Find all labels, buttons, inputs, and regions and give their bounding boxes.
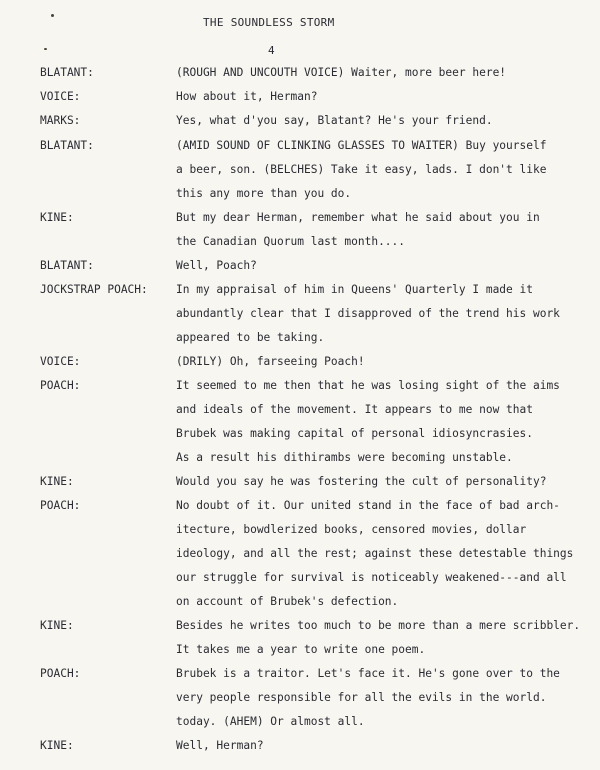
- page-number: 4: [268, 44, 275, 57]
- dialogue-text: Well, Poach?: [176, 259, 257, 272]
- dialogue-text: itecture, bowdlerized books, censored movies, dollar: [176, 523, 527, 536]
- dialogue-text: appeared to be taking.: [176, 331, 325, 344]
- speaker-name: POACH:: [40, 499, 81, 512]
- dialogue-text: It seemed to me then that he was losing sight of the aims: [176, 379, 560, 392]
- dialogue-text: very people responsible for all the evils in the world.: [176, 691, 547, 704]
- script-line: [0, 569, 600, 587]
- dialogue-text: today. (AHEM) Or almost all.: [176, 715, 365, 728]
- speaker-name: POACH:: [40, 667, 81, 680]
- script-line: [0, 593, 600, 611]
- ink-mark: [51, 14, 54, 17]
- script-line: [0, 185, 600, 203]
- script-line: [0, 377, 600, 395]
- dialogue-text: Would you say he was fostering the cult of personality?: [176, 475, 547, 488]
- dialogue-text: Brubek was making capital of personal idiosyncrasies.: [176, 427, 533, 440]
- script-line: [0, 209, 600, 227]
- dialogue-text: (DRILY) Oh, farseeing Poach!: [176, 355, 365, 368]
- dialogue-text: It takes me a year to write one poem.: [176, 643, 426, 656]
- script-line: [0, 425, 600, 443]
- script-line: [0, 281, 600, 299]
- speaker-name: KINE:: [40, 739, 74, 752]
- dialogue-text: But my dear Herman, remember what he said about you in: [176, 211, 540, 224]
- dialogue-text: ideology, and all the rest; against these detestable things: [176, 547, 574, 560]
- speaker-name: VOICE:: [40, 90, 81, 103]
- ink-mark: [44, 48, 47, 50]
- script-line: [0, 329, 600, 347]
- speaker-name: VOICE:: [40, 355, 81, 368]
- script-line: [0, 401, 600, 419]
- dialogue-text: on account of Brubek's defection.: [176, 595, 399, 608]
- dialogue-text: In my appraisal of him in Queens' Quarterly I made it: [176, 283, 533, 296]
- dialogue-text: Besides he writes too much to be more than a mere scribbler.: [176, 619, 581, 632]
- script-line: [0, 64, 600, 82]
- dialogue-text: this any more than you do.: [176, 187, 352, 200]
- dialogue-text: Brubek is a traitor. Let's face it. He's gone over to the: [176, 667, 560, 680]
- speaker-name: KINE:: [40, 619, 74, 632]
- dialogue-text: (ROUGH AND UNCOUTH VOICE) Waiter, more beer here!: [176, 66, 507, 79]
- script-line: [0, 521, 600, 539]
- script-line: [0, 257, 600, 275]
- script-line: [0, 473, 600, 491]
- speaker-name: BLATANT:: [40, 66, 94, 79]
- dialogue-text: How about it, Herman?: [176, 90, 318, 103]
- speaker-name: POACH:: [40, 379, 81, 392]
- script-line: [0, 641, 600, 659]
- dialogue-text: Yes, what d'you say, Blatant? He's your friend.: [176, 114, 493, 127]
- script-line: [0, 233, 600, 251]
- dialogue-text: (AMID SOUND OF CLINKING GLASSES TO WAITER) Buy yourself: [176, 139, 547, 152]
- script-line: [0, 545, 600, 563]
- speaker-name: BLATANT:: [40, 139, 94, 152]
- dialogue-text: abundantly clear that I disapproved of the trend his work: [176, 307, 560, 320]
- dialogue-text: the Canadian Quorum last month....: [176, 235, 406, 248]
- dialogue-text: Well, Herman?: [176, 739, 264, 752]
- speaker-name: MARKS:: [40, 114, 81, 127]
- script-line: [0, 497, 600, 515]
- script-line: [0, 353, 600, 371]
- script-line: [0, 88, 600, 106]
- dialogue-text: As a result his dithirambs were becoming unstable.: [176, 451, 513, 464]
- script-line: [0, 449, 600, 467]
- script-line: [0, 665, 600, 683]
- speaker-name: BLATANT:: [40, 259, 94, 272]
- speaker-name: KINE:: [40, 475, 74, 488]
- script-line: [0, 737, 600, 755]
- script-line: [0, 305, 600, 323]
- script-line: [0, 617, 600, 635]
- speaker-name: JOCKSTRAP POACH:: [40, 283, 148, 296]
- script-line: [0, 689, 600, 707]
- speaker-name: KINE:: [40, 211, 74, 224]
- script-line: [0, 713, 600, 731]
- script-line: [0, 137, 600, 155]
- script-line: [0, 161, 600, 179]
- script-page: THE SOUNDLESS STORM 4 BLATANT: (ROUGH AND UNCOUTH VOICE) Waiter, more beer here! VOICE: How about it, Herman? MARKS: Yes, what d'you say, Blatant? He's your friend. BLATANT: (AMID SOUND OF CLINKING GLASSES TO WAITER) Buy yourself a beer, son. (BELCHES) Take it easy, lads. I don't like this any more than you do. KINE: But my dear Herman, remember what he said about you in the Canadian Quorum last month.... BLATANT: Well, Poach? JOCKSTRAP POACH: In my appraisal of him in Queens' Quarterly I made it abundantly clear that I disapproved of the trend his work appeared to be taking. VOICE: (DRILY) Oh, farseeing Poach! POACH: It seemed to me then that he was losing sight of the aims and ideals of the movement. It appears to me now that Brubek was making capital of personal idiosyncrasies. As a result his dithirambs were becoming unstable. KINE: Would you say he was fostering the cult of personality? POACH: No doubt of it. Our united stand in the face of bad arch- itecture, bowdlerized books, censored movies, dollar ideology, and all the rest; against these detestable things our struggle for survival is noticeably weakened---and all on account of Brubek's defection. KINE: Besides he writes too much to be more than a mere scribbler. It takes me a year to write one poem. POACH: Brubek is a traitor. Let's face it. He's gone over to the very people responsible for all the evils in the world. today. (AHEM) Or almost all. KINE: Well, Herman?: [0, 0, 600, 770]
- dialogue-text: and ideals of the movement. It appears to me now that: [176, 403, 533, 416]
- dialogue-text: a beer, son. (BELCHES) Take it easy, lads. I don't like: [176, 163, 547, 176]
- dialogue-text: our struggle for survival is noticeably weakened---and all: [176, 571, 567, 584]
- dialogue-text: No doubt of it. Our united stand in the face of bad arch-: [176, 499, 560, 512]
- script-line: [0, 112, 600, 130]
